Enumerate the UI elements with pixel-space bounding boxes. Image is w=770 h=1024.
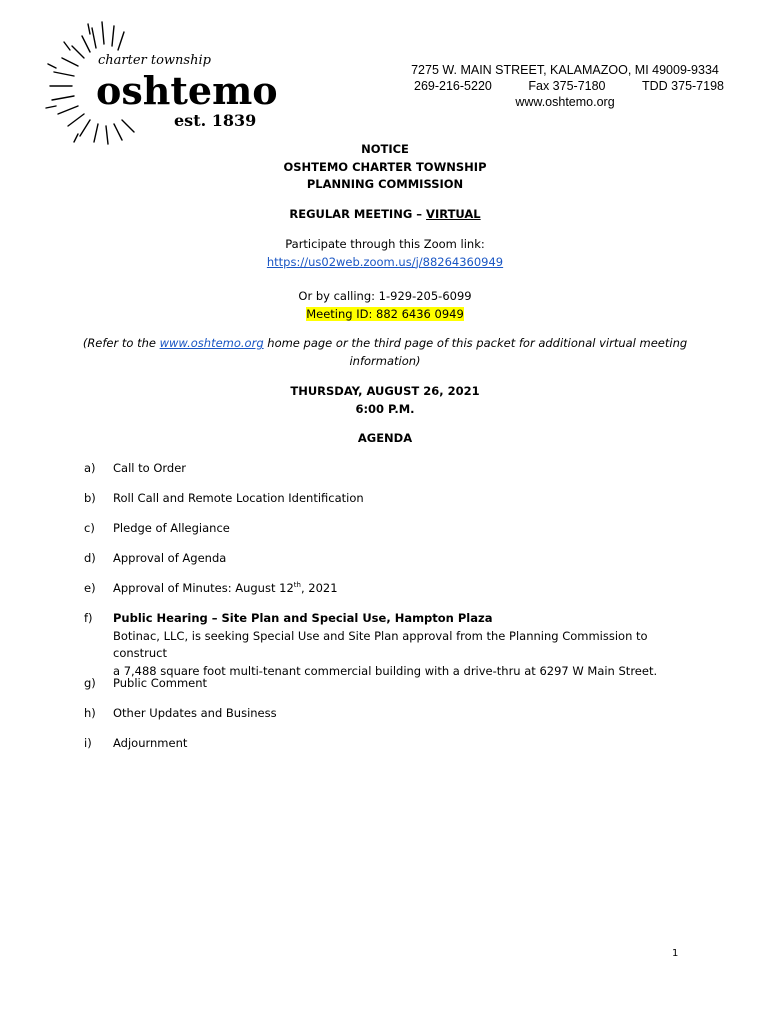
refer-line2: information) <box>349 353 421 368</box>
item-letter: e) <box>84 581 96 595</box>
commission-name: PLANNING COMMISSION <box>306 177 464 191</box>
item-text <box>113 580 704 598</box>
item-letter: d) <box>84 551 96 565</box>
item-text-main: Approval of Minutes: August 12 <box>113 581 294 595</box>
item-text-year: , 2021 <box>300 581 338 595</box>
township-logo <box>44 18 304 148</box>
item-letter: h) <box>84 706 96 720</box>
logo-name-text: oshtemo <box>96 68 278 113</box>
item-text: Approval of Agenda <box>113 551 227 565</box>
agenda-item <box>84 460 704 478</box>
agenda-item <box>84 735 704 753</box>
item-title: Public Hearing – Site Plan and Special Use, Hampton Plaza <box>113 611 493 625</box>
agenda-item <box>84 490 704 508</box>
agenda-item <box>84 520 704 538</box>
item-body <box>113 610 704 680</box>
agenda-item <box>84 580 704 598</box>
logo-charter-text: charter township <box>98 53 211 68</box>
refer-post: home page or the third page of this packet for additional virtual meeting <box>263 336 688 350</box>
agenda-item <box>84 610 704 680</box>
website-link[interactable]: www.oshtemo.org <box>159 336 264 350</box>
meeting-date <box>0 383 770 418</box>
refer-note <box>0 335 770 370</box>
ordinal-suffix: th <box>293 581 301 590</box>
meeting-type-prefix: REGULAR MEETING – <box>289 207 427 221</box>
meeting-day: THURSDAY, AUGUST 26, 2021 <box>290 384 480 398</box>
meeting-id: Meeting ID: 882 6436 0949 <box>306 306 464 321</box>
fax-number: Fax 375-7180 <box>528 79 606 93</box>
item-text: Pledge of Allegiance <box>113 521 230 535</box>
agenda-heading: AGENDA <box>357 431 413 445</box>
zoom-info <box>0 236 770 271</box>
meeting-type <box>0 206 770 224</box>
meeting-type-virtual: VIRTUAL <box>426 207 481 221</box>
refer-pre: (Refer to the <box>82 336 160 350</box>
website: www.oshtemo.org <box>515 95 615 109</box>
contact-row <box>400 78 730 94</box>
item-letter: f) <box>84 611 93 625</box>
item-text: Public Comment <box>113 676 208 690</box>
township-name: OSHTEMO CHARTER TOWNSHIP <box>283 159 487 174</box>
item-text: Call to Order <box>113 461 187 475</box>
agenda-item <box>84 675 704 693</box>
item-text: Adjournment <box>113 736 188 750</box>
item-text: Other Updates and Business <box>113 706 277 720</box>
phone-number: 269-216-5220 <box>414 79 492 93</box>
item-letter: g) <box>84 676 96 690</box>
logo-est-text: est. 1839 <box>174 111 257 130</box>
tdd-number: TDD 375-7198 <box>642 79 724 93</box>
sunburst-logo-icon <box>44 18 304 148</box>
item-letter: b) <box>84 491 96 505</box>
item-description-line1: Botinac, LLC, is seeking Special Use and Site Plan approval from the Planning Commission to construct <box>113 628 648 660</box>
item-text: Roll Call and Remote Location Identification <box>113 491 364 505</box>
meeting-time: 6:00 P.M. <box>355 401 415 416</box>
phone-info <box>0 288 770 323</box>
agenda-item <box>84 705 704 723</box>
item-letter: a) <box>84 461 96 475</box>
item-description-line2: a 7,488 square foot multi-tenant commercial building with a drive-thru at 6297 W Main Street. <box>113 663 658 678</box>
zoom-link[interactable]: https://us02web.zoom.us/j/88264360949 <box>266 254 504 269</box>
address-block <box>400 62 730 110</box>
agenda-item <box>84 550 704 568</box>
street-address: 7275 W. MAIN STREET, KALAMAZOO, MI 49009-9334 <box>411 63 719 77</box>
page-number: 1 <box>672 948 679 959</box>
calling-text: Or by calling: 1-929-205-6099 <box>298 289 472 303</box>
notice-title: NOTICE <box>361 142 409 156</box>
item-letter: i) <box>84 736 92 750</box>
participate-text: Participate through this Zoom link: <box>285 237 485 251</box>
item-letter: c) <box>84 521 95 535</box>
notice-heading <box>0 141 770 194</box>
